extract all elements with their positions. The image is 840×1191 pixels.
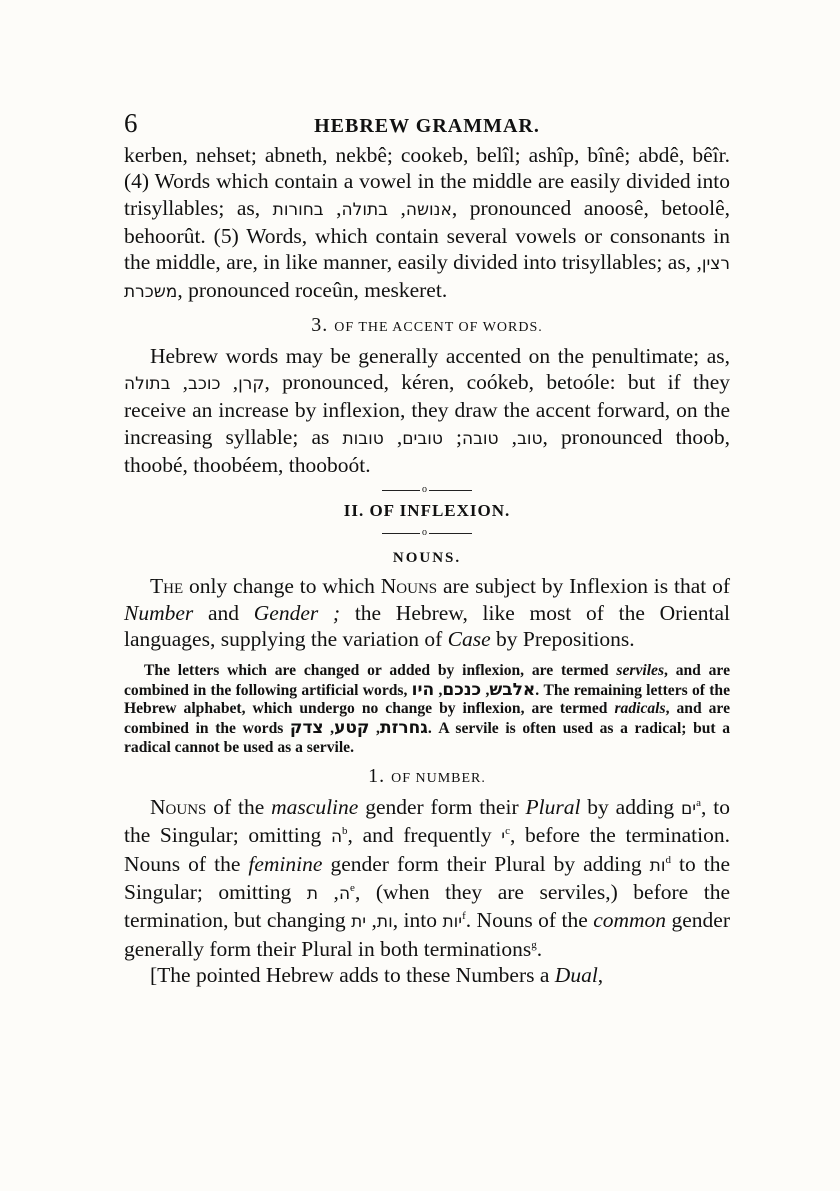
paragraph-accent: Hebrew words may be generally accented on the penultimate; as, קרן, כוכב, בתולה , pronounced, kéren, coókeb, betoóle: but if they receive an increase by inflexion, they draw the accent forward, on the increasing syllable; as טוב, טובה; טובים, טובות , pronounced thoob, thoobé, thoobéem, thooboót. <box>124 343 731 477</box>
nouns-heading: NOUNS. <box>392 550 462 567</box>
ornament-rule: o <box>382 490 472 491</box>
section-heading-number: 1. OF NUMBER. <box>368 765 486 788</box>
running-header <box>124 108 730 142</box>
paragraph-nouns: The only change to which Nouns are subject by Inflexion is that of Number and Gender ; the Hebrew, like most of the Oriental languages, supplying the variation of Case by Prepositions. <box>124 574 731 651</box>
section-heading-accent: 3. OF THE ACCENT OF WORDS. <box>311 313 543 336</box>
running-title: HEBREW GRAMMAR. <box>314 115 540 137</box>
paragraph-dual: [The pointed Hebrew adds to these Numbers a Dual, <box>150 962 604 987</box>
paragraph-number: Nouns of the masculine gender form their Plural by adding ים$^a$, to the Singular; omitting ה$^b$, and frequently י$^c$, before the termination. Nouns of the feminine gender form their Plural by adding ות$^d$ to the Singular; omitting ה, ת $^e$, (when they are serviles,) before the termination, but changing ות, ית , into יות$^f$. Nouns of the common gender generally form their Plural in both terminations$^g$. <box>124 795 731 961</box>
note-serviles: The letters which are changed or added by inflexion, are termed serviles, and are combined in the following artificial words, אלבש, כנכם, היו . The remaining letters of the Hebrew alphabet, which undergo no change by inflexion, are termed radicals, and are combined in the words גחרזת, קטע, צדק . A servile is often used as a radical; but a radical cannot be used as a servile. <box>124 662 731 756</box>
paragraph-syllables: kerben, nehset; abneth, nekbê; cookeb, belîl; ashîp, bînê; abdê, bêîr. (4) Words which contain a vowel in the middle are easily divided into trisyllables; as, אנושה, בתולה, בחורות , pronounced anoosê, betoolê, behoorût. (5) Words, which contain several vowels or consonants in the middle, are, in like manner, easily divided into trisyllables; as, רצין, משכרת, pronounced roceûn, meskeret. <box>124 143 731 303</box>
ornament-rule: o <box>382 533 472 534</box>
part-heading-inflexion: II. OF INFLEXION. <box>343 501 511 521</box>
page-number: 6 <box>124 108 138 138</box>
